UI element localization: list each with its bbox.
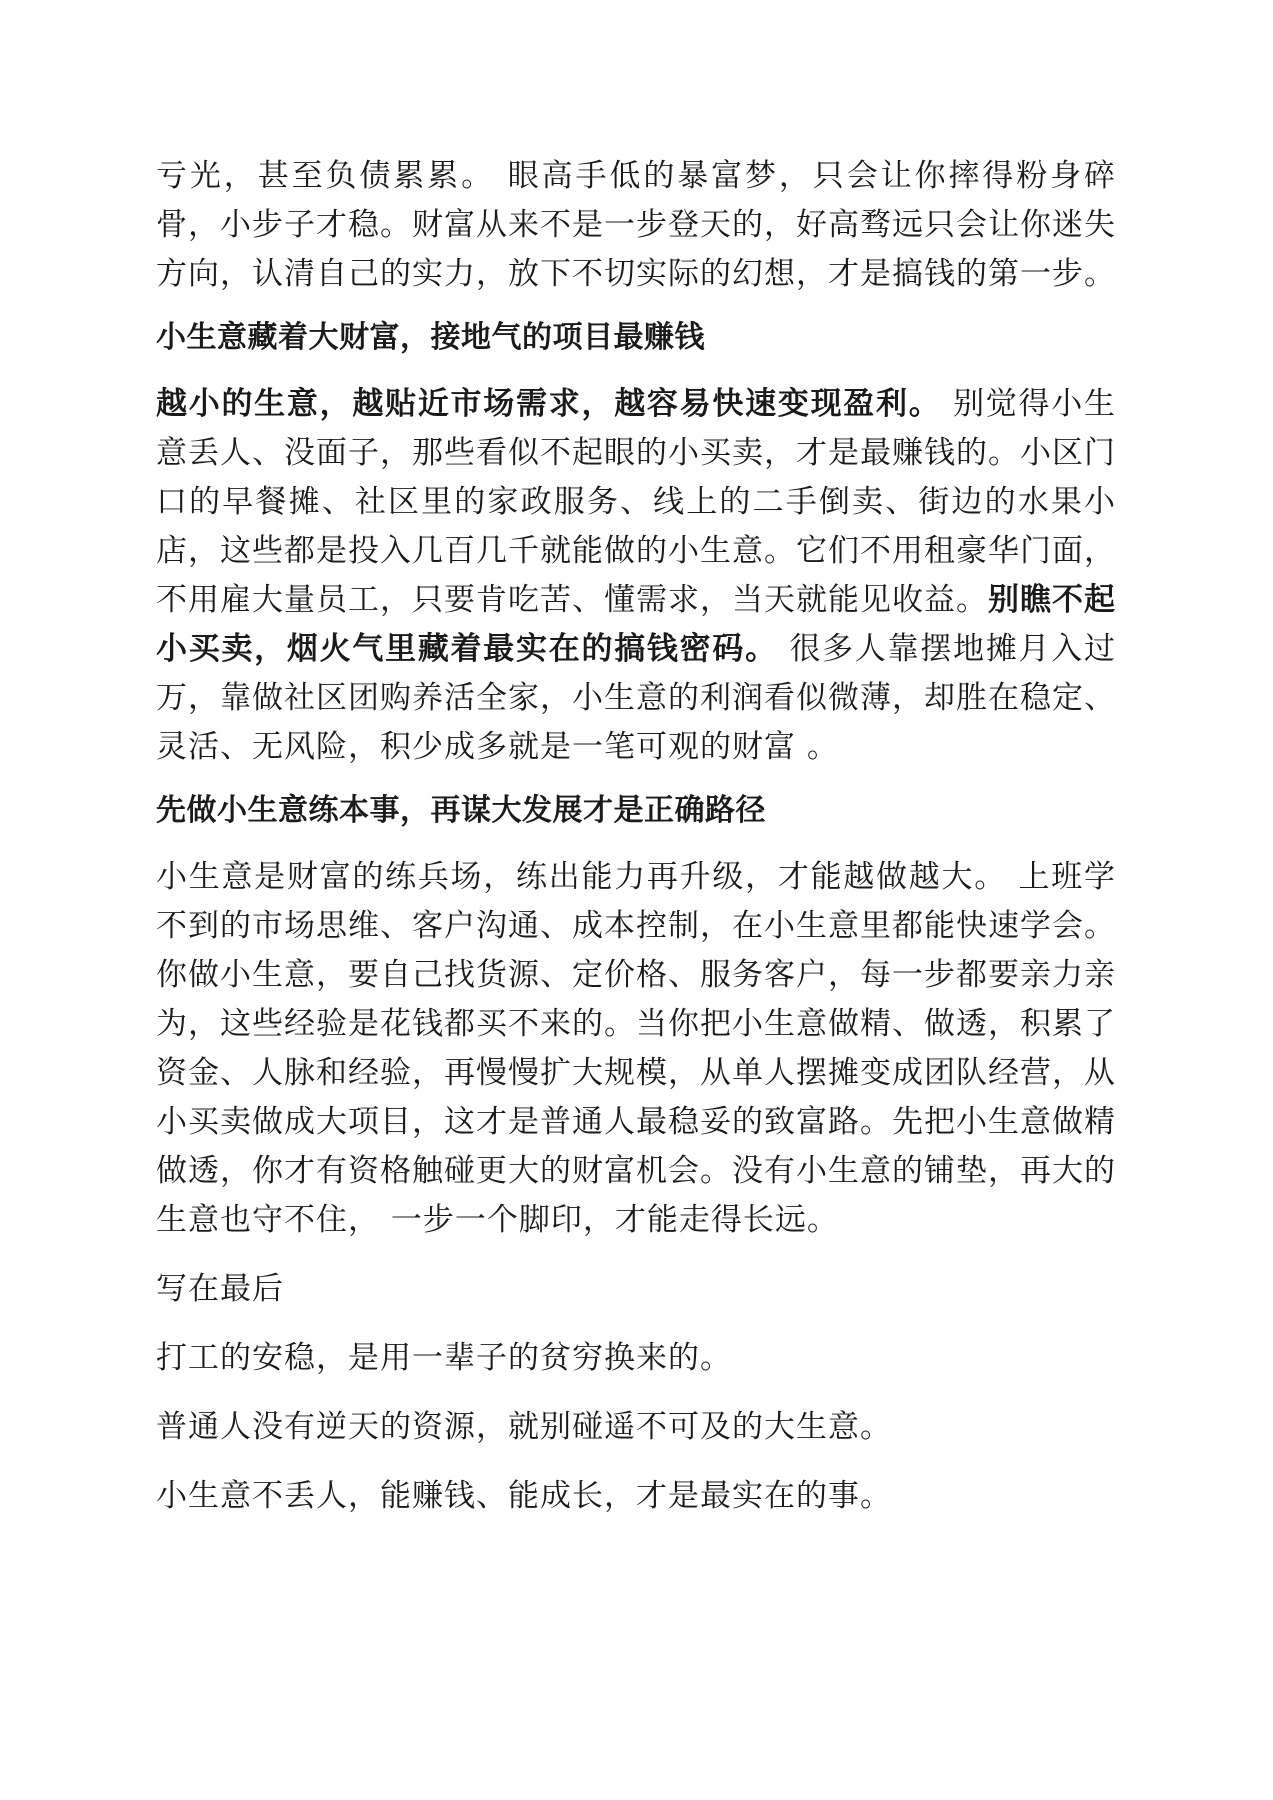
section-1-lead-bold: 越小的生意，越贴近市场需求，越容易快速变现盈利。	[156, 386, 942, 422]
closing-title: 写在最后	[156, 1271, 284, 1307]
section-heading-1: 小生意藏着大财富，接地气的项目最赚钱	[156, 320, 705, 355]
closing-line-3: 小生意不丢人，能赚钱、能成长，才是最实在的事。	[156, 1478, 892, 1514]
section-1-text-1: 别觉得小生意丢人、没面子，那些看似不起眼的小买卖，才是最赚钱的。小区门口的早餐摊、社区里的家政服务、线上的二手倒卖、街边的水果小店，这些都是投入几百几千就能做的小生意。它们不用租豪华门面，不用雇大量员工，只要肯吃苦、懂需求，当天就能见收益。	[156, 386, 1116, 618]
document-body	[156, 152, 1116, 1521]
intro-paragraph: 亏光，甚至负债累累。 眼高手低的暴富梦，只会让你摔得粉身碎骨，小步子才稳。财富从来不是一步登天的，好高骛远只会让你迷失方向，认清自己的实力，放下不切实际的幻想，才是搞钱的第一步。	[156, 158, 1116, 292]
section-1-paragraph	[156, 380, 1116, 772]
section-2-paragraph: 小生意是财富的练兵场，练出能力再升级，才能越做越大。 上班学不到的市场思维、客户沟通、成本控制，在小生意里都能快速学会。你做小生意，要自己找货源、定价格、服务客户，每一步都要亲力亲为，这些经验是花钱都买不来的。当你把小生意做精、做透，积累了资金、人脉和经验，再慢慢扩大规模，从单人摆摊变成团队经营，从小买卖做成大项目，这才是普通人最稳妥的致富路。先把小生意做精做透，你才有资格触碰更大的财富机会。没有小生意的铺垫，再大的生意也守不住， 一步一个脚印，才能走得长远。	[156, 859, 1116, 1238]
closing-line-2: 普通人没有逆天的资源，就别碰遥不可及的大生意。	[156, 1409, 892, 1445]
section-1-text-2: 很多人靠摆地摊月入过万，靠做社区团购养活全家，小生意的利润看似微薄，却胜在稳定、灵活、无风险，积少成多就是一笔可观的财富 。	[156, 631, 1117, 765]
section-1-mid-bold: 别瞧不起小买卖，烟火气里藏着最实在的搞钱密码。	[156, 582, 1116, 667]
section-heading-2: 先做小生意练本事，再谋大发展才是正确路径	[156, 793, 766, 828]
closing-line-1: 打工的安稳，是用一辈子的贫穷换来的。	[156, 1340, 732, 1376]
